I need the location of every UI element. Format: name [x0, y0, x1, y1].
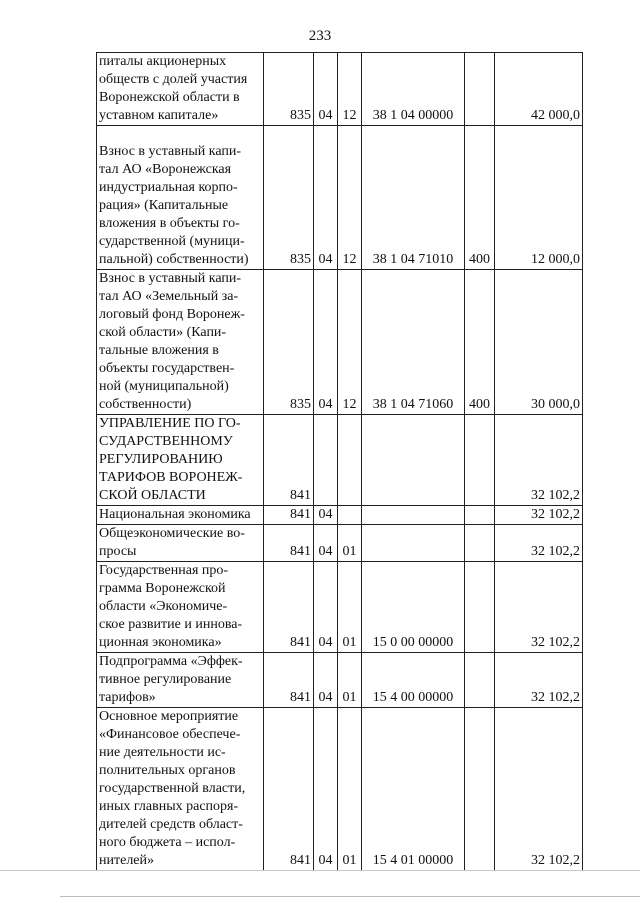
admin-code-cell: 835: [264, 126, 314, 270]
expense-type-cell: [465, 562, 495, 653]
table-row: [97, 126, 583, 270]
scan-artifact-line: [0, 870, 640, 871]
item-name-cell: Общеэкономические во- просы: [97, 525, 264, 562]
page-number: 233: [308, 28, 332, 44]
admin-code-cell: 841: [264, 506, 314, 525]
admin-code-cell: 835: [264, 53, 314, 126]
amount-cell: 12 000,0: [495, 126, 583, 270]
subsection-code-cell: [338, 506, 362, 525]
item-name-cell: питалы акционерных обществ с долей участия Воронежской области в уставном капитале»: [97, 53, 264, 126]
amount-cell: 32 102,2: [495, 708, 583, 871]
admin-code-cell: 841: [264, 653, 314, 708]
target-article-cell: 15 4 00 00000: [362, 653, 465, 708]
section-code-cell: 04: [314, 708, 338, 871]
expense-type-cell: [465, 53, 495, 126]
expense-type-cell: [465, 525, 495, 562]
expense-type-cell: [465, 415, 495, 506]
section-code-cell: 04: [314, 506, 338, 525]
subsection-code-cell: [338, 415, 362, 506]
target-article-cell: 15 4 01 00000: [362, 708, 465, 871]
scan-artifact-line: [60, 896, 640, 897]
subsection-code-cell: 12: [338, 126, 362, 270]
item-name-cell: Подпрограмма «Эффек- тивное регулирование тарифов»: [97, 653, 264, 708]
admin-code-cell: 835: [264, 270, 314, 415]
budget-table: [96, 52, 583, 871]
section-code-cell: 04: [314, 270, 338, 415]
table-row: [97, 525, 583, 562]
admin-code-cell: 841: [264, 525, 314, 562]
table-row: [97, 53, 583, 126]
subsection-code-cell: 12: [338, 270, 362, 415]
item-name-cell: Государственная про- грамма Воронежской области «Экономиче- ское развитие и иннова- ционная экономика»: [97, 562, 264, 653]
expense-type-cell: [465, 708, 495, 871]
target-article-cell: [362, 415, 465, 506]
amount-cell: 32 102,2: [495, 525, 583, 562]
section-code-cell: 04: [314, 126, 338, 270]
expense-type-cell: 400: [465, 270, 495, 415]
section-code-cell: 04: [314, 562, 338, 653]
table-row: [97, 506, 583, 525]
section-code-cell: 04: [314, 53, 338, 126]
amount-cell: 32 102,2: [495, 506, 583, 525]
subsection-code-cell: 01: [338, 525, 362, 562]
subsection-code-cell: 01: [338, 708, 362, 871]
expense-type-cell: [465, 506, 495, 525]
item-name-cell: Взнос в уставный капи- тал АО «Воронежская индустриальная корпо- рация» (Капитальные вложения в объекты го- сударственной (муници- пальной) собственности): [97, 126, 264, 270]
subsection-code-cell: 12: [338, 53, 362, 126]
admin-code-cell: 841: [264, 562, 314, 653]
item-name-cell: Основное мероприятие «Финансовое обеспече- ние деятельности ис- полнительных органов государственной власти, иных главных распоря- дителей средств област- ного бюджета – испол- нителей»: [97, 708, 264, 871]
table-row: [97, 562, 583, 653]
item-name-cell: Взнос в уставный капи- тал АО «Земельный за- логовый фонд Воронеж- ской области» (Капи- тальные вложения в объекты государствен- ной (муниципальной) собственности): [97, 270, 264, 415]
target-article-cell: 15 0 00 00000: [362, 562, 465, 653]
table-row: [97, 708, 583, 871]
target-article-cell: [362, 506, 465, 525]
table-row: [97, 653, 583, 708]
amount-cell: 32 102,2: [495, 653, 583, 708]
section-code-cell: [314, 415, 338, 506]
amount-cell: 32 102,2: [495, 415, 583, 506]
expense-type-cell: 400: [465, 126, 495, 270]
target-article-cell: 38 1 04 71060: [362, 270, 465, 415]
amount-cell: 32 102,2: [495, 562, 583, 653]
admin-code-cell: 841: [264, 708, 314, 871]
admin-code-cell: 841: [264, 415, 314, 506]
subsection-code-cell: 01: [338, 653, 362, 708]
target-article-cell: 38 1 04 71010: [362, 126, 465, 270]
amount-cell: 30 000,0: [495, 270, 583, 415]
table-row: [97, 270, 583, 415]
item-name-cell: УПРАВЛЕНИЕ ПО ГО- СУДАРСТВЕННОМУ РЕГУЛИРОВАНИЮ ТАРИФОВ ВОРОНЕЖ- СКОЙ ОБЛАСТИ: [97, 415, 264, 506]
target-article-cell: [362, 525, 465, 562]
expense-type-cell: [465, 653, 495, 708]
target-article-cell: 38 1 04 00000: [362, 53, 465, 126]
section-code-cell: 04: [314, 525, 338, 562]
item-name-cell: Национальная экономика: [97, 506, 264, 525]
section-code-cell: 04: [314, 653, 338, 708]
subsection-code-cell: 01: [338, 562, 362, 653]
table-row: [97, 415, 583, 506]
amount-cell: 42 000,0: [495, 53, 583, 126]
